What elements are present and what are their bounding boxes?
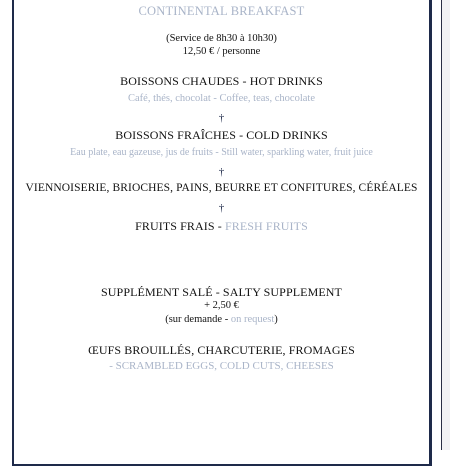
cold-drinks-heading: BOISSONS FRAÎCHES - COLD DRINKS — [115, 128, 328, 142]
supplement-note-fr: (sur demande - — [165, 314, 231, 325]
supplement-items-en: - SCRAMBLED EGGS, COLD CUTS, CHEESES — [109, 360, 334, 372]
hot-drinks-description: Café, thés, chocolat - Coffee, teas, chocolate — [128, 93, 315, 104]
fruits-heading-fr: FRUITS FRAIS - — [135, 219, 225, 233]
separator-cross: † — [218, 166, 225, 178]
menu-card — [12, 0, 432, 466]
bakery-heading: VIENNOISERIE, BRIOCHES, PAINS, BEURRE ET CONFITURES, CÉRÉALES — [25, 182, 418, 194]
supplement-heading: SUPPLÉMENT SALÉ - SALTY SUPPLEMENT — [101, 285, 342, 299]
cold-drinks-description: Eau plate, eau gazeuse, jus de fruits - Still water, sparkling water, fruit juice — [70, 147, 373, 158]
fruits-heading-en: FRESH FRUITS — [224, 219, 308, 233]
separator-cross: † — [218, 202, 225, 214]
supplement-items-fr: ŒUFS BROUILLÉS, CHARCUTERIE, FROMAGES — [88, 343, 355, 357]
supplement-note-en: on request — [230, 314, 275, 325]
menu-title: CONTINENTAL BREAKFAST — [138, 4, 305, 18]
hot-drinks-heading: BOISSONS CHAUDES - HOT DRINKS — [120, 74, 323, 88]
supplement-price: + 2,50 € — [204, 300, 239, 311]
service-hours: (Service de 8h30 à 10h30) — [166, 33, 277, 44]
fruits-heading — [14, 219, 429, 234]
service-price: 12,50 € / personne — [182, 46, 261, 57]
separator-cross: † — [218, 112, 225, 124]
page-edge — [441, 0, 450, 450]
supplement-note-end: ) — [274, 314, 278, 325]
supplement-note — [14, 314, 429, 325]
